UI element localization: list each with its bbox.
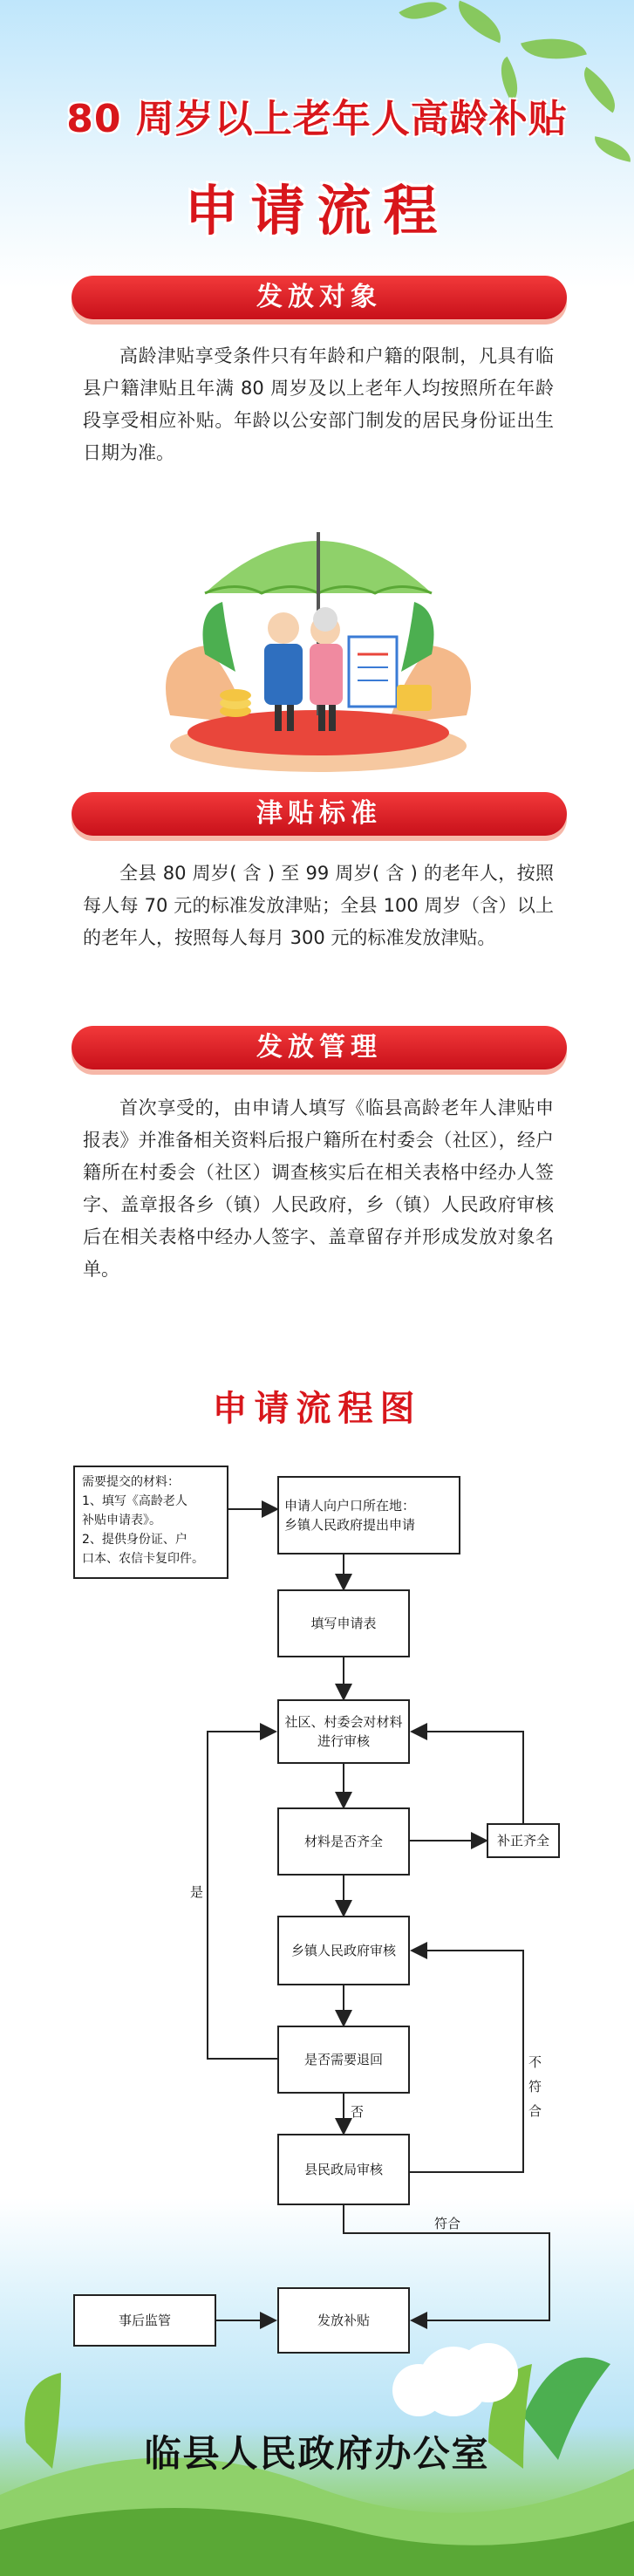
step-county-review: 县民政局审核 — [277, 2134, 410, 2205]
step-supplement: 补正齐全 — [487, 1823, 560, 1858]
label-no: 否 — [351, 2104, 365, 2120]
step-complete-check: 材料是否齐全 — [277, 1807, 410, 1876]
required-materials-box — [73, 1466, 228, 1579]
section-text-target: 高龄津贴享受条件只有年龄和户籍的限制，凡具有临县户籍津贴且年满 80 周岁及以上老年人均按照所在年龄段享受相应补贴。年龄以公安部门制发的居民身份证出生日期为准。 — [83, 345, 554, 463]
section-text-management: 首次享受的，由申请人填写《临县高龄老年人津贴申报表》并准备相关资料后报户籍所在村委会（社区），经户籍所在村委会（社区）调查核实后在相关表格中经办人签字、盖章报各乡（镇）人民政府，乡（镇）人民政府审核后在相关表格中经办人签字、盖章留存并形成发放对象名单。 — [83, 1097, 554, 1280]
step-supervise: 事后监管 — [73, 2294, 216, 2347]
section-heading: 津贴标准 — [256, 798, 382, 829]
step-community-review: 社区、村委会对材料 进行审核 — [277, 1699, 410, 1764]
materials-item: 1、填写《高龄老人 补贴申请表》。 — [82, 1494, 187, 1527]
section-heading: 发放管理 — [256, 1032, 382, 1063]
label-yes: 是 — [190, 1884, 204, 1900]
step-fill-form: 填写申请表 — [277, 1589, 410, 1657]
step-town-review: 乡镇人民政府审核 — [277, 1916, 410, 1985]
label-not-meet: 不 符 合 — [528, 2054, 542, 2119]
label-meet: 符合 — [434, 2216, 461, 2231]
materials-title: 需要提交的材料： — [82, 1475, 180, 1489]
materials-item: 2、提供身份证、户 口本、农信卡复印件。 — [82, 1533, 204, 1566]
section-text-standard: 全县 80 周岁( 含 ) 至 99 周岁( 含 ) 的老年人，按照每人每 70 元的标准发放津贴；全县 100 周岁（含）以上的老年人，按照每人每月 300 元的标准发放津贴。 — [83, 863, 554, 948]
step-distribute: 发放补贴 — [277, 2287, 410, 2354]
step-apply: 申请人向户口所在地： 乡镇人民政府提出申请 — [277, 1476, 460, 1554]
issuer-footer: 临县人民政府办公室 — [144, 2432, 490, 2475]
page-title: 80 周岁以上老年人高龄补贴 — [66, 97, 568, 141]
section-heading: 发放对象 — [256, 282, 382, 312]
flowchart-title: 申请流程图 — [212, 1389, 422, 1429]
step-return-check: 是否需要退回 — [277, 2026, 410, 2094]
page-subtitle: 申请流程 — [184, 179, 450, 243]
